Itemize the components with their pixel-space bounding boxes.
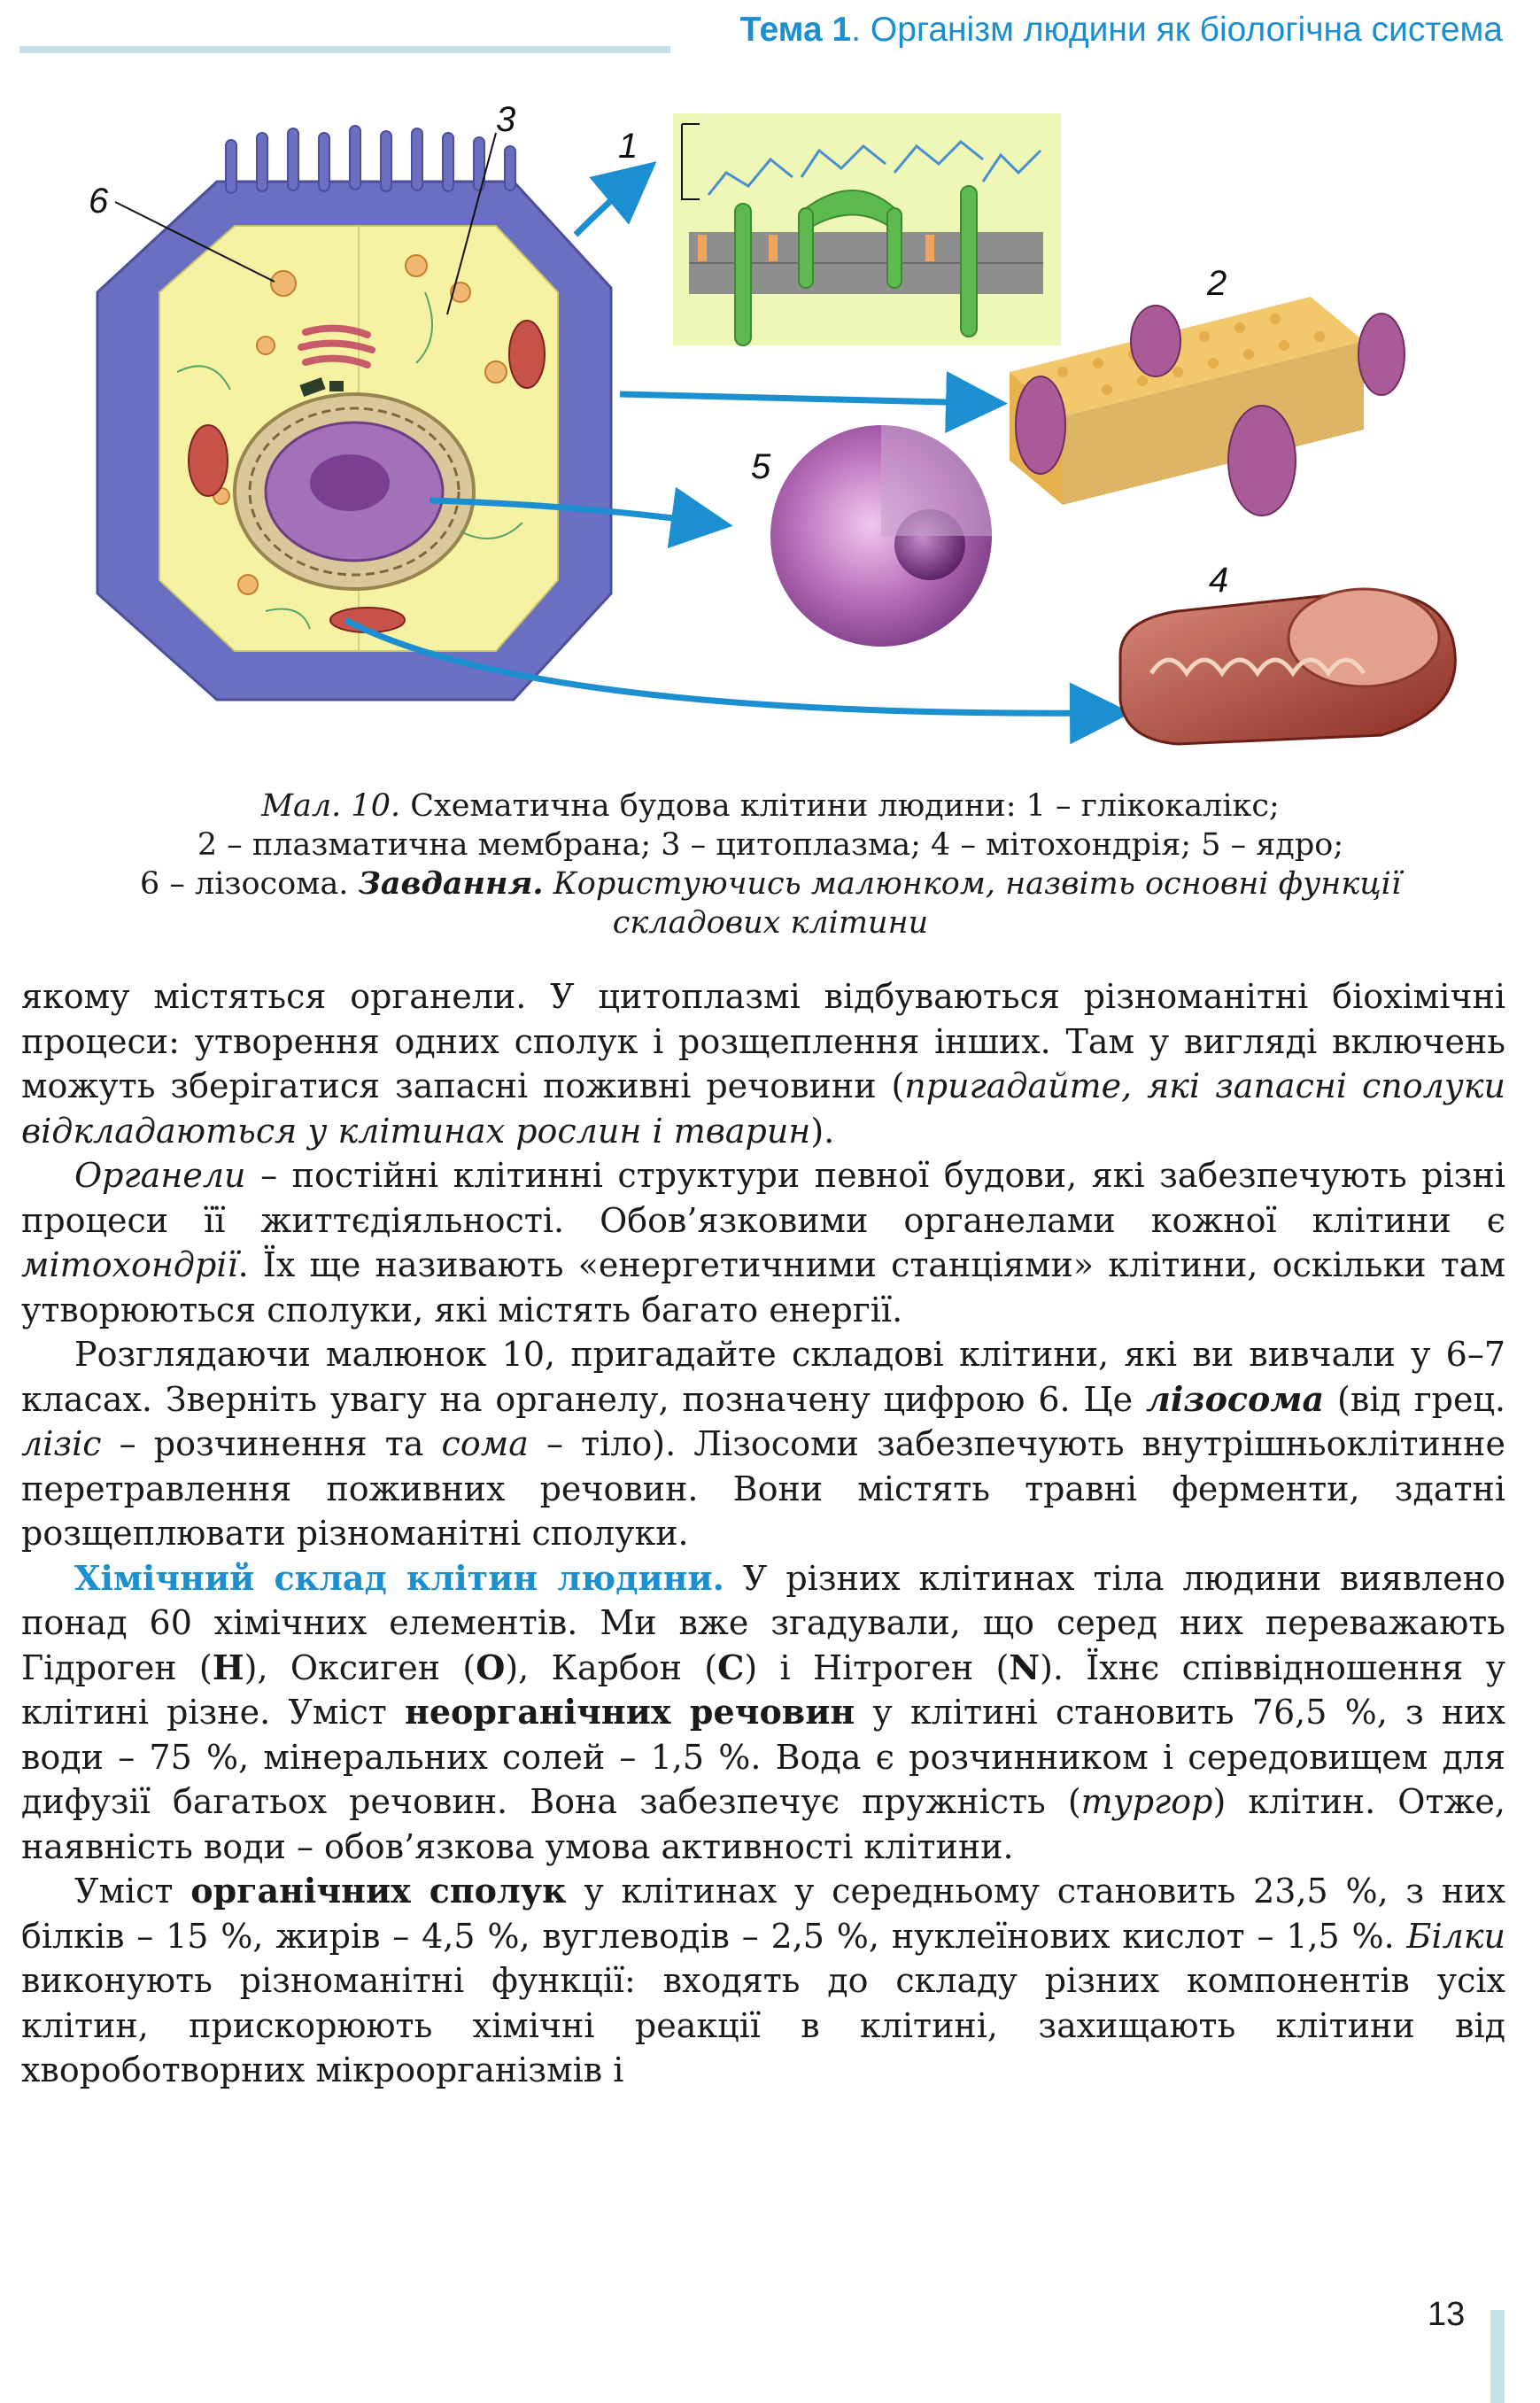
caption-task-text-a: Користуючись малюнком, назвіть основні функції bbox=[553, 866, 1402, 902]
label-2: 2 bbox=[1207, 264, 1227, 303]
caption-fig-ref: Мал. 10. bbox=[261, 788, 401, 824]
paragraph-2: Органели – постійні клітинні структури певної будови, які забезпечують різні процеси її життєдіяльності. Обов’язковими органелами кожної клітини є мітохондрії. Їх ще називають «енергетичними станціями» клітини, оскільки там утворюються сполуки, які містять багато енергії. bbox=[21, 1156, 1505, 1329]
paragraph-4: Хімічний склад клітин людини. У різних клітинах тіла людини виявлено понад 60 хімічних елементів. Ми вже згадували, що серед них переважають Гідроген (Н), Оксиген (О), Карбон (С) і Нітроген (N). Їхнє співвідношення у клітині різне. Уміст неорганічних речовин у клітині становить 76,5 %, з них води – 75 %, мінеральних солей – 1,5 %. Вода є розчинником і середовищем для дифузії багатьох речовин. Вона забезпечує пружність (тургор) клітин. Отже, наявність води – обов’язкова умова активності клітини. bbox=[21, 1557, 1506, 1866]
paragraph-3: Розглядаючи малюнок 10, пригадайте складові клітини, які ви вивчали у 6–7 класах. Зверніть увагу на органелу, позначену цифрою 6. Це лізосома (від грец. лізіс – розчинення та сома – тіло). Лізосоми забезпечують внутрішньоклітинне перетравлення поживних речовин. Вони містять травні ферменти, здатні розщеплювати різноманітні сполуки. bbox=[21, 1335, 1505, 1553]
cell-diagram bbox=[97, 126, 611, 700]
paragraph-5: Уміст органічних сполук у клітинах у середньому становить 23,5 %, з них білків – 15 %, жирів – 4,5 %, вуглеводів – 2,5 %, нуклеїнових кислот – 1,5 %. Білки виконують різноманітні функції: входять до складу різних компонентів усіх клітин, прискорюють хімічні реакції в клітині, захищають клітини від хвороботворних мікроорганізмів і bbox=[21, 1871, 1505, 2089]
glycocalyx-inset bbox=[673, 113, 1061, 345]
label-3: 3 bbox=[496, 100, 516, 139]
mitochondrion-illustration bbox=[1120, 589, 1455, 744]
header-rule bbox=[19, 46, 670, 53]
header-topic bbox=[740, 11, 1503, 50]
plasma-membrane-illustration bbox=[1010, 297, 1405, 515]
label-1: 1 bbox=[618, 127, 638, 166]
topic-separator: . bbox=[851, 11, 862, 49]
caption-line-1: Схематична будова клітини людини: 1 – глікокалікс; bbox=[410, 788, 1280, 824]
caption-task-label: Завдання. bbox=[358, 865, 544, 902]
caption-line-2: 2 – плазматична мембрана; 3 – цитоплазма; 4 – мітохондрія; 5 – ядро; bbox=[197, 827, 1344, 863]
caption-line-3: 6 – лізосома. bbox=[139, 866, 349, 902]
page-number: 13 bbox=[1428, 2296, 1466, 2333]
label-6: 6 bbox=[89, 182, 109, 221]
cell-figure bbox=[0, 89, 1540, 779]
topic-label: Тема 1 bbox=[739, 11, 852, 49]
body-text bbox=[21, 974, 1505, 2093]
page-side-bar bbox=[1490, 2310, 1505, 2403]
nucleus-illustration bbox=[770, 425, 992, 647]
paragraph-1: якому містяться органели. У цитоплазмі відбуваються різноманітні біохімічні процеси: утворення одних сполук і розщеплення інших. Там у вигляді включень можуть зберігатися запасні поживні речовини (пригадайте, які запасні сполуки відкладаються у клітинах рослин і тварин). bbox=[21, 977, 1505, 1151]
figure-caption bbox=[35, 787, 1505, 942]
label-4: 4 bbox=[1209, 561, 1229, 600]
section-heading-chemical: Хімічний склад клітин людини. bbox=[74, 1557, 724, 1598]
topic-title: Організм людини як біологічна система bbox=[870, 11, 1503, 49]
caption-task-text-b: складових клітини bbox=[612, 905, 929, 941]
label-5: 5 bbox=[751, 447, 771, 486]
